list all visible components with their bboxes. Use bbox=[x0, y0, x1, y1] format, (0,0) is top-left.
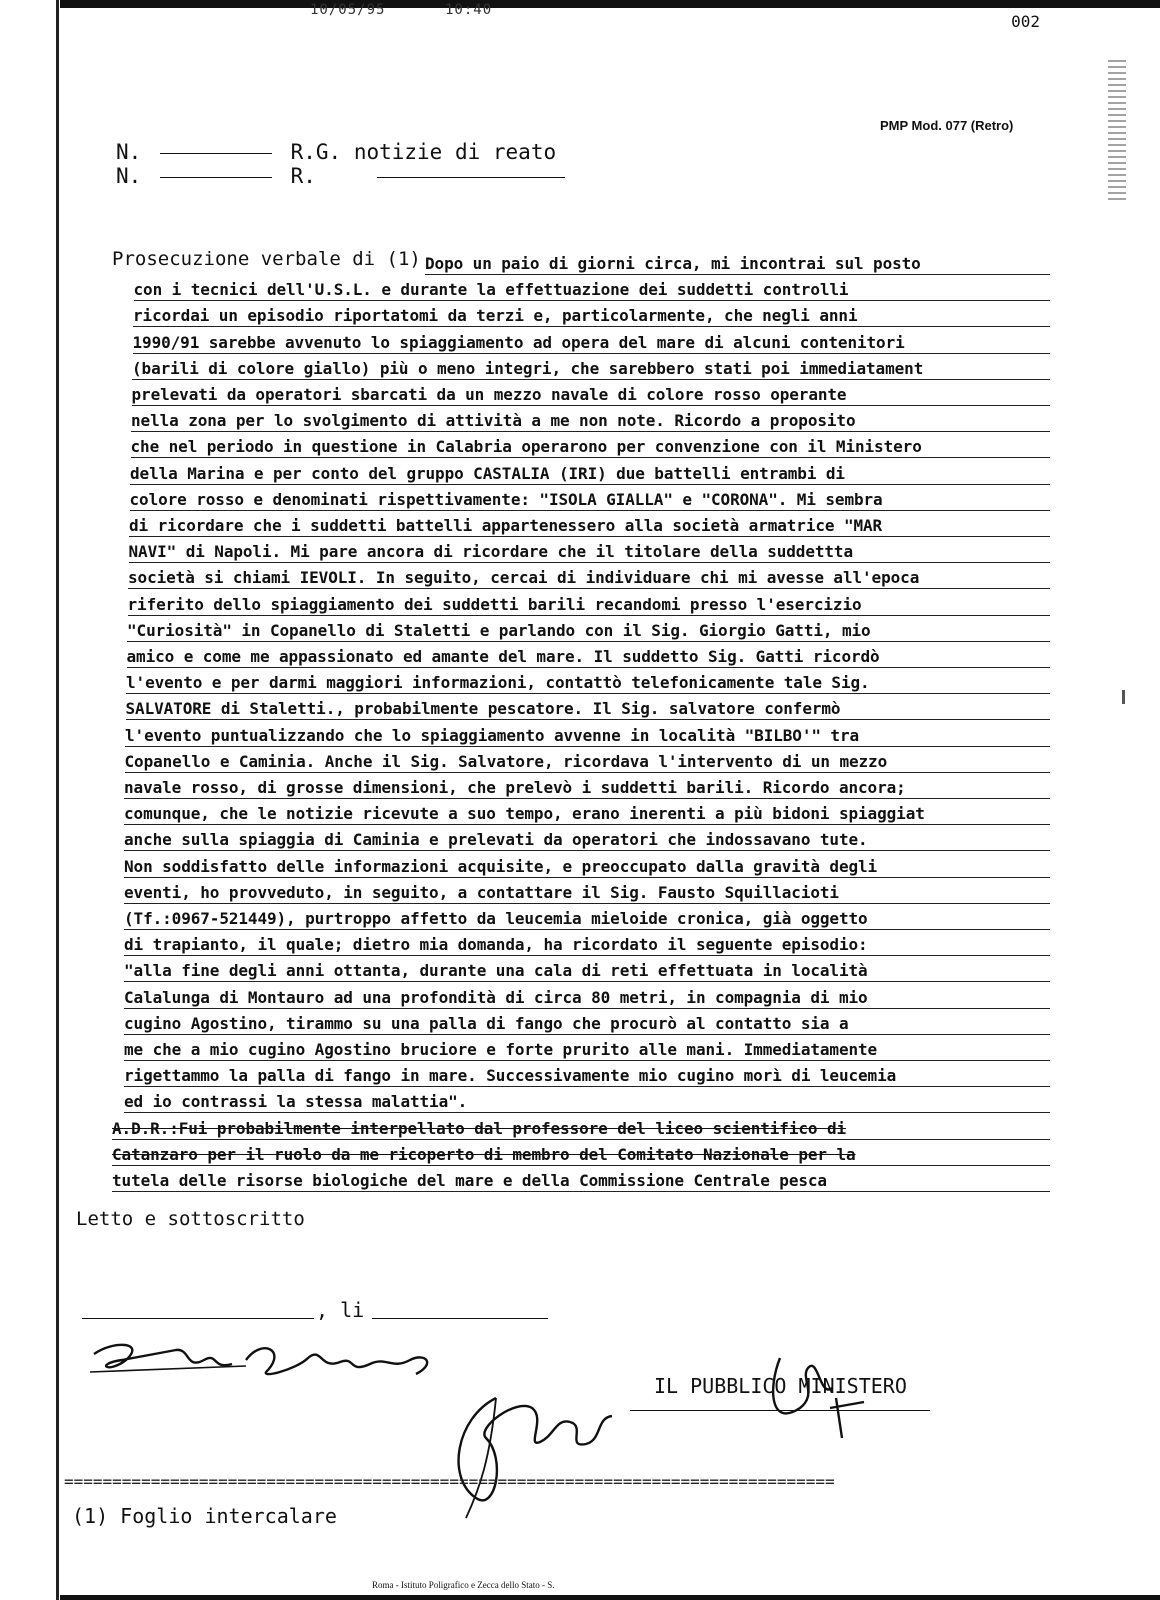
declarant-signature bbox=[86, 1330, 446, 1390]
scan-noise bbox=[1108, 60, 1126, 200]
fax-date: 10/05/95 bbox=[310, 2, 386, 18]
number-blank bbox=[160, 152, 272, 154]
header-line-1 bbox=[116, 140, 556, 164]
statement-line: eventi, ho provveduto, in seguito, a contattare il Sig. Fausto Squillacioti bbox=[124, 883, 1050, 904]
date-blank bbox=[372, 1318, 548, 1319]
r-label: R. bbox=[290, 164, 316, 188]
statement-line: Calalunga di Montauro ad una profondità di circa 80 metri, in compagnia di mio bbox=[124, 988, 1050, 1009]
scan-left-border bbox=[56, 0, 59, 1600]
separator-line: ================================================================================ bbox=[64, 1472, 835, 1491]
read-and-signed: Letto e sottoscritto bbox=[76, 1208, 305, 1230]
public-prosecutor-label: IL PUBBLICO MINISTERO bbox=[654, 1374, 907, 1398]
statement-line: rigettammo la palla di fango in mare. Successivamente mio cugino morì di leucemia bbox=[124, 1066, 1050, 1087]
statement-line: (Tf.:0967-521449), purtroppo affetto da leucemia mieloide cronica, già oggetto bbox=[124, 909, 1050, 930]
footnote: (1) Foglio intercalare bbox=[72, 1504, 337, 1528]
header-line-2 bbox=[116, 164, 565, 188]
date-label: , li bbox=[316, 1298, 365, 1322]
statement-line: navale rosso, di grosse dimensioni, che prelevò i suddetti barili. Ricordo ancora; bbox=[124, 778, 1050, 799]
statement-line: Copanello e Caminia. Anche il Sig. Salvatore, ricordava l'intervento di un mezzo bbox=[125, 752, 1051, 773]
prosecutor-signature bbox=[760, 1338, 870, 1448]
statement-line: riferito dello spiaggiamento dei suddetti barili recandomi presso l'esercizio bbox=[128, 595, 1051, 616]
fax-time: 10:40 bbox=[445, 2, 493, 18]
form-code: PMP Mod. 077 (Retro) bbox=[880, 118, 1014, 133]
statement-line: colore rosso e denominati rispettivamente: "ISOLA GIALLA" e "CORONA". Mi sembra bbox=[130, 490, 1051, 511]
statement-line: di trapianto, il quale; dietro mia domanda, ha ricordato il seguente episodio: bbox=[124, 935, 1050, 956]
scan-noise bbox=[1122, 690, 1125, 704]
scan-top-border bbox=[60, 0, 1160, 8]
statement-line: (barili di colore giallo) più o meno integri, che sarebbero stati poi immediatament bbox=[132, 359, 1050, 380]
rg-label: R.G. notizie di reato bbox=[290, 140, 557, 164]
statement-line: 1990/91 sarebbe avvenuto lo spiaggiamento ad opera del mare di alcuni contenitori bbox=[133, 333, 1051, 354]
place-blank bbox=[82, 1318, 314, 1319]
statement-line: Non soddisfatto delle informazioni acquisite, e preoccupato dalla gravità degli bbox=[124, 857, 1050, 878]
statement-line: "Curiosità" in Copanello di Staletti e parlando con il Sig. Giorgio Gatti, mio bbox=[127, 621, 1050, 642]
statement-line: l'evento e per darmi maggiori informazioni, contattò telefonicamente tale Sig. bbox=[126, 673, 1050, 694]
statement-line: comunque, che le notizie ricevute a suo tempo, erano inerenti a più bidoni spiaggiat bbox=[124, 804, 1050, 825]
printer-credit: Roma - Istituto Poligrafico e Zecca dello Stato - S. bbox=[372, 1580, 555, 1590]
scan-bottom-border bbox=[60, 1595, 1160, 1600]
statement-line: NAVI" di Napoli. Mi pare ancora di ricordare che il titolare della suddettta bbox=[129, 542, 1051, 563]
number-prefix: N. bbox=[116, 164, 142, 188]
statement-line: l'evento puntualizzando che lo spiaggiamento avvenne in località "BILBO'" tra bbox=[125, 726, 1050, 747]
fax-page-number: 002 bbox=[1011, 12, 1040, 31]
statement-line: me che a mio cugino Agostino bruciore e forte prurito alle mani. Immediatamente bbox=[124, 1040, 1050, 1061]
witness-signature bbox=[436, 1378, 626, 1528]
statement-line: amico e come me appassionato ed amante del mare. Il suddetto Sig. Gatti ricordò bbox=[127, 647, 1051, 668]
statement-line: SALVATORE di Staletti., probabilmente pescatore. Il Sig. salvatore confermò bbox=[126, 699, 1051, 720]
statement-line: di ricordare che i suddetti battelli appartenessero alla società armatrice "MAR bbox=[129, 516, 1050, 537]
statement-line: "alla fine degli anni ottanta, durante una cala di reti effettuata in località bbox=[124, 961, 1050, 982]
statement-line: A.D.R.:Fui probabilmente interpellato dal professore del liceo scientifico di bbox=[112, 1119, 1050, 1140]
intro-label: Prosecuzione verbale di (1) bbox=[112, 248, 421, 270]
statement-line: cugino Agostino, tirammo su una palla di fango che procurò al contatto sia a bbox=[124, 1014, 1050, 1035]
statement-line: anche sulla spiaggia di Caminia e prelevati da operatori che indossavano tute. bbox=[124, 830, 1050, 851]
statement-line: Catanzaro per il ruolo da me ricoperto di membro del Comitato Nazionale per la bbox=[112, 1145, 1050, 1166]
number-blank bbox=[160, 176, 272, 178]
r-blank bbox=[377, 176, 565, 178]
number-prefix: N. bbox=[116, 140, 142, 164]
statement-line: prelevati da operatori sbarcati da un mezzo navale di colore rosso operante bbox=[132, 385, 1051, 406]
statement-line: della Marina e per conto del gruppo CASTALIA (IRI) due battelli entrambi di bbox=[130, 464, 1050, 485]
statement-line: che nel periodo in questione in Calabria operarono per convenzione con il Ministero bbox=[131, 437, 1051, 458]
statement-line: società si chiami IEVOLI. In seguito, cercai di individuare chi mi avesse all'epoca bbox=[128, 568, 1050, 589]
statement-line: nella zona per lo svolgimento di attività a me non note. Ricordo a proposito bbox=[131, 411, 1050, 432]
statement-line: ed io contrassi la stessa malattia". bbox=[124, 1092, 1050, 1113]
statement-line: Dopo un paio di giorni circa, mi incontrai sul posto bbox=[425, 254, 1050, 275]
statement-line: tutela delle risorse biologiche del mare e della Commissione Centrale pesca bbox=[112, 1171, 1050, 1192]
statement-line: ricordai un episodio riportatomi da terzi e, particolarmente, che negli anni bbox=[133, 306, 1050, 327]
statement-line: con i tecnici dell'U.S.L. e durante la effettuazione dei suddetti controlli bbox=[134, 280, 1051, 301]
